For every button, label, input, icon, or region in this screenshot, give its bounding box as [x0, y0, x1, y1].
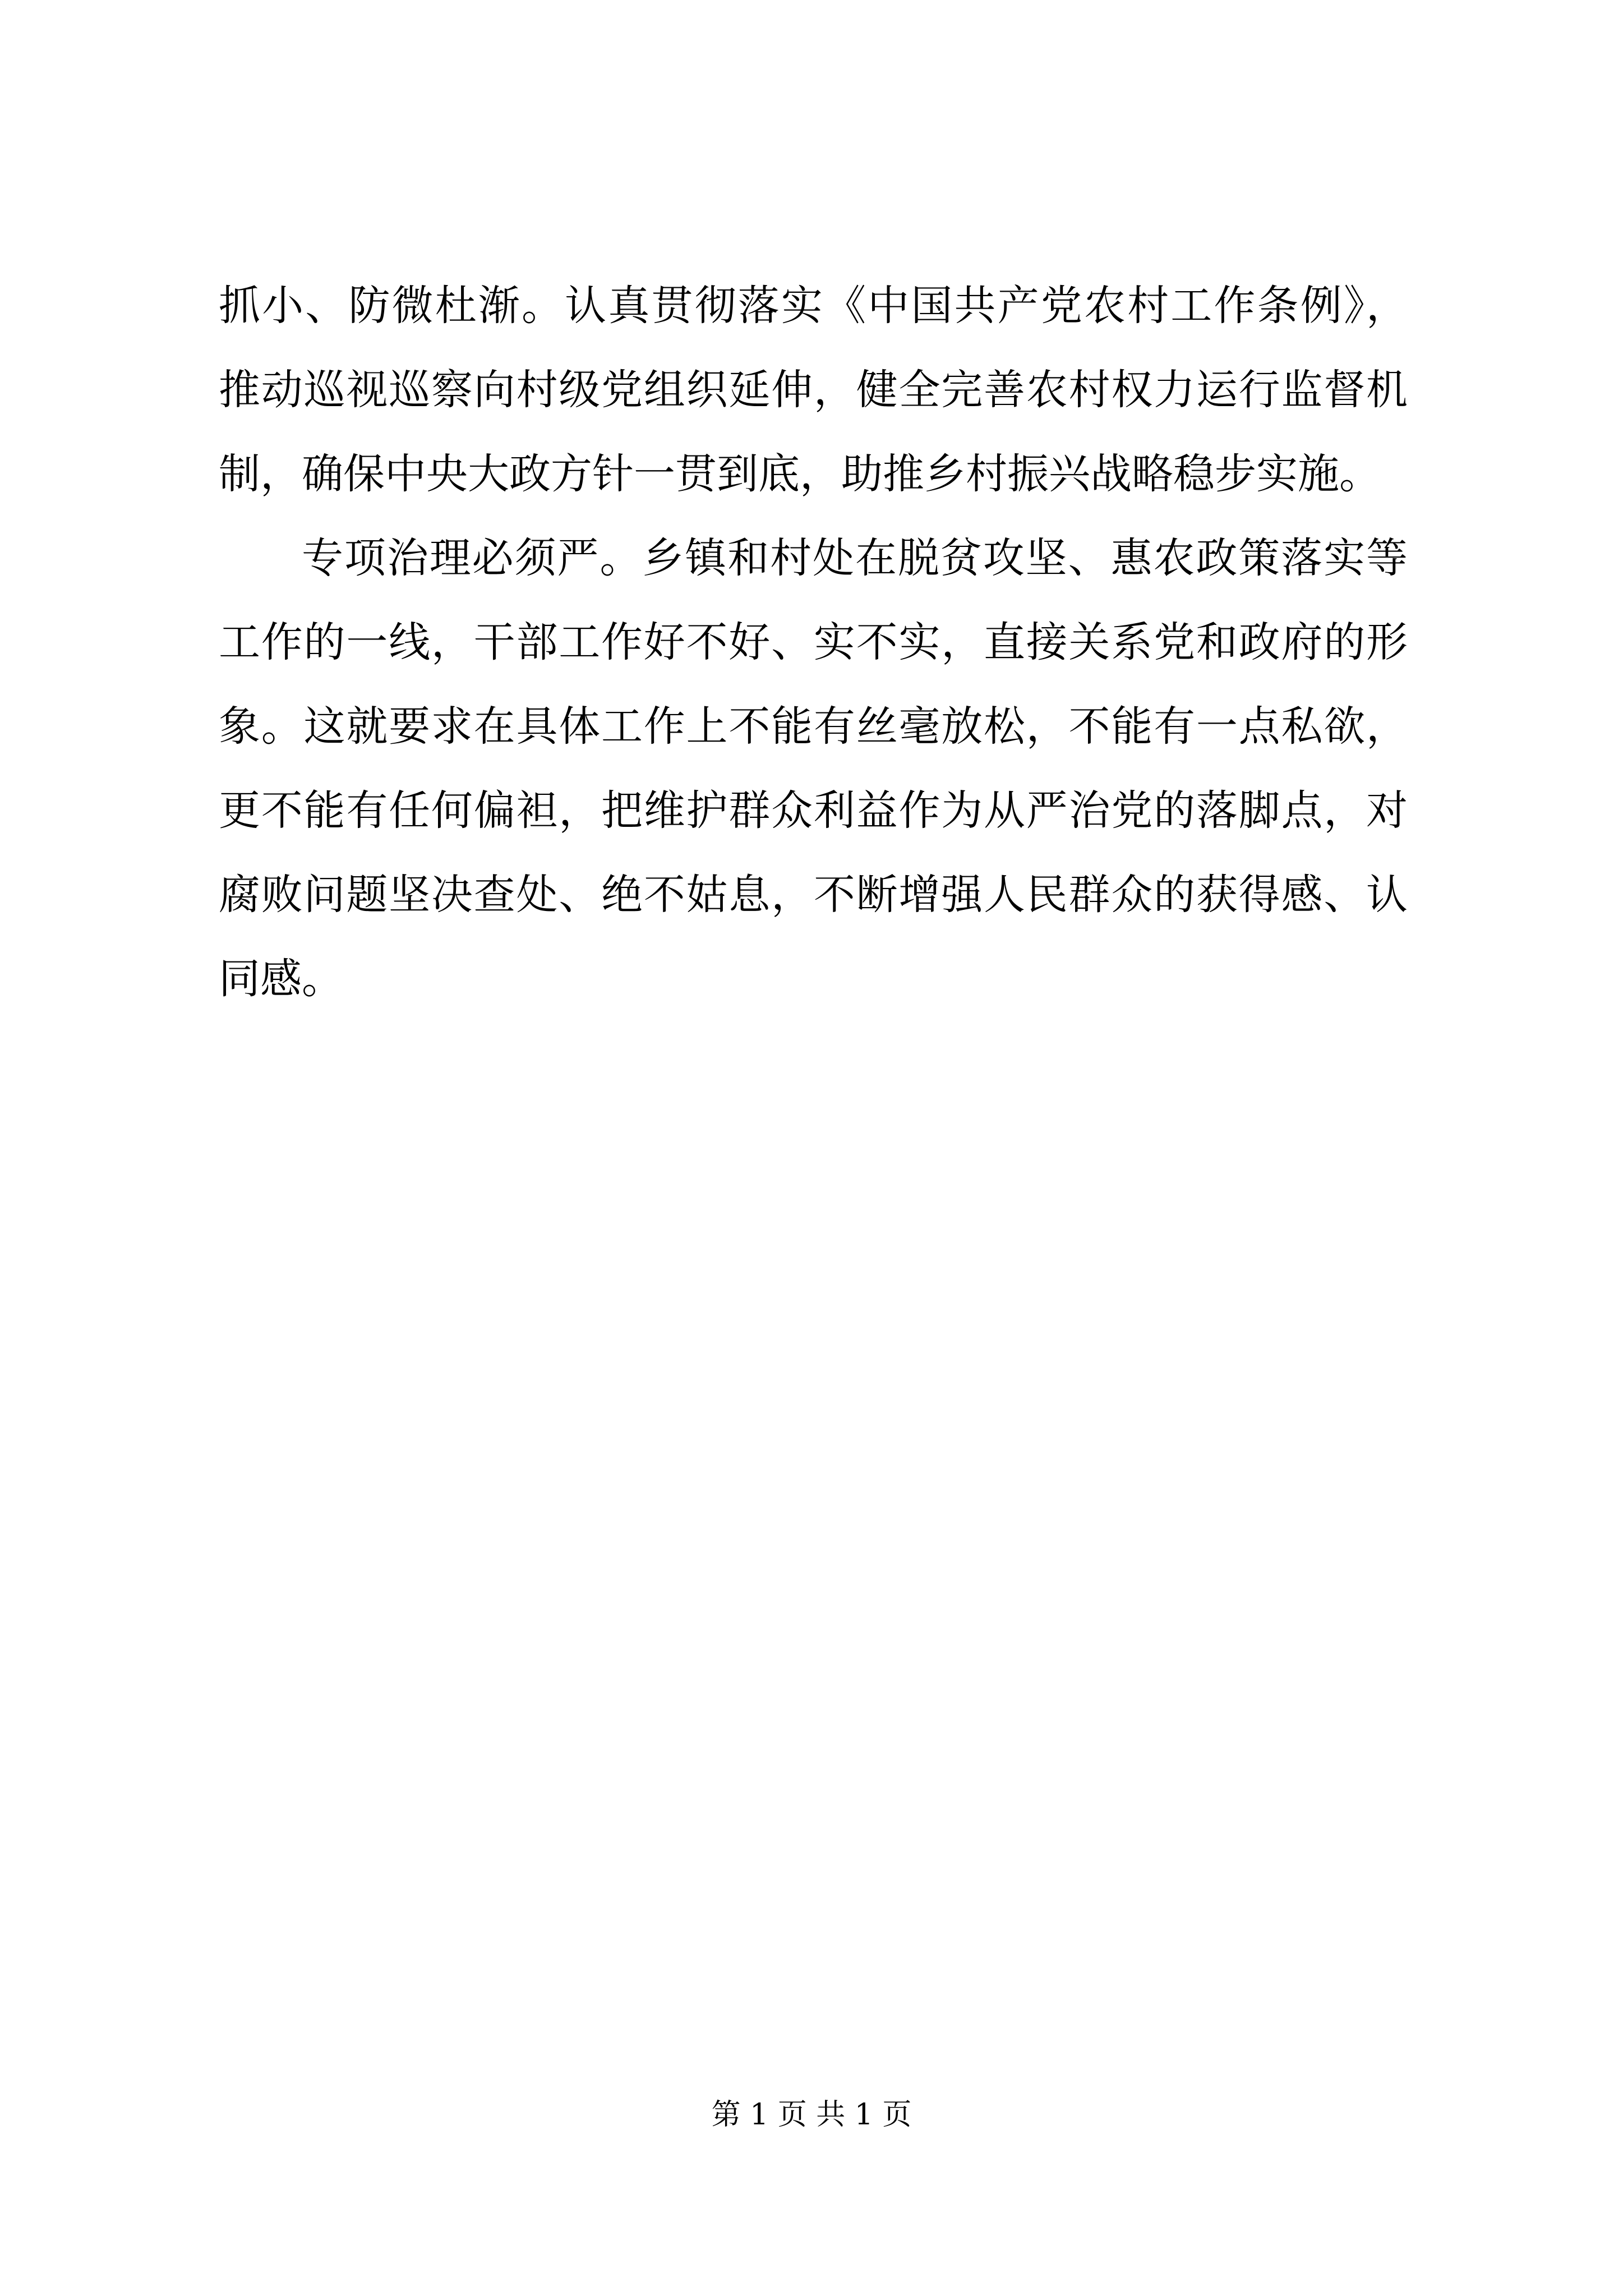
paragraph-2 — [219, 516, 1408, 1021]
text-line: 专项治理必须严。乡镇和村处在脱贫攻坚、惠农政策落实等 — [302, 534, 1408, 582]
text-line: 推动巡视巡察向村级党组织延伸，健全完善农村权力运行监督机 — [219, 366, 1408, 414]
text-line: 腐败问题坚决查处、绝不姑息，不断增强人民群众的获得感、认 — [219, 871, 1408, 919]
text-line: 同感。 — [219, 955, 343, 1003]
text-line: 制，确保中央大政方针一贯到底，助推乡村振兴战略稳步实施。 — [219, 450, 1381, 498]
document-body — [219, 264, 1408, 1021]
text-line: 抓小、防微杜渐。认真贯彻落实《中国共产党农村工作条例》， — [219, 282, 1408, 330]
text-line: 象。这就要求在具体工作上不能有丝毫放松，不能有一点私欲， — [219, 702, 1408, 751]
text-line: 工作的一线，干部工作好不好、实不实，直接关系党和政府的形 — [219, 618, 1408, 666]
text-line: 更不能有任何偏袒，把维护群众利益作为从严治党的落脚点，对 — [219, 786, 1408, 835]
page-number-footer: 第 1 页 共 1 页 — [711, 2098, 912, 2132]
paragraph-1 — [219, 264, 1408, 516]
